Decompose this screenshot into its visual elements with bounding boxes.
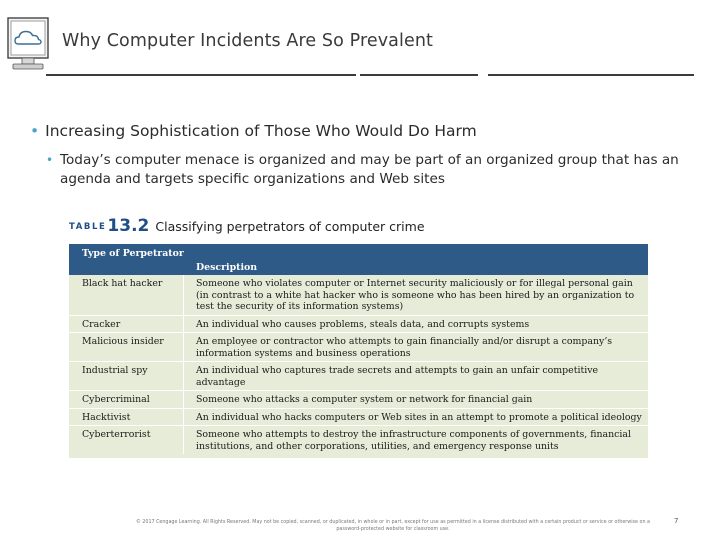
table-caption: Classifying perpetrators of computer crime — [155, 219, 425, 234]
page-number: 7 — [674, 517, 679, 525]
table-header-row — [69, 244, 648, 275]
table-cell-description: Someone who attempts to destroy the infrastructure components of governments, financial institutions, and other corporations, utilities, and emergency response units — [196, 429, 632, 452]
title-divider — [46, 74, 356, 76]
table-row — [69, 333, 648, 362]
bullet-level-2 — [46, 151, 706, 189]
table-row — [69, 426, 648, 458]
bullet-level-2-text: Today’s computer menace is organized and may be part of an organized group that has an agenda and targets specific organizations and Web sites — [60, 152, 679, 187]
cloud-computer-icon — [7, 17, 49, 71]
table-cell-type: Cybercriminal — [69, 391, 184, 408]
copyright-footer: © 2017 Cengage Learning. All Rights Reserved. May not be copied, scanned, or duplicated, in whole or in part, except for use as permitted in a license distributed with a certain product or service or otherwise on a password-protected website for classroom use. — [136, 520, 650, 532]
table-cell-type: Black hat hacker — [69, 275, 184, 315]
table-row — [69, 316, 648, 334]
perpetrators-table — [69, 244, 648, 458]
table-header-description: Description — [196, 262, 258, 273]
bullet-level-1 — [30, 122, 477, 140]
table-cell-type: Hacktivist — [69, 409, 184, 426]
title-divider-segment — [360, 74, 478, 76]
table-row — [69, 275, 648, 316]
bullet-dot-icon: • — [46, 153, 54, 167]
table-row — [69, 409, 648, 427]
table-cell-type: Cyberterrorist — [69, 426, 184, 454]
table-cell-description: Someone who attacks a computer system or network for financial gain — [196, 394, 533, 405]
table-label-word: TABLE — [69, 222, 107, 232]
table-row — [69, 391, 648, 409]
table-heading — [69, 216, 425, 238]
table-header-type: Type of Perpetrator — [82, 248, 184, 259]
table-cell-description: Someone who violates computer or Internet security maliciously or for illegal personal gain (in contrast to a white hat hacker who is someone who has been hired by an organization to test the security of its information systems) — [196, 278, 635, 312]
table-cell-type: Cracker — [69, 316, 184, 333]
table-label-number: 13.2 — [107, 216, 150, 236]
table-cell-description: An individual who causes problems, steals data, and corrupts systems — [196, 318, 530, 330]
table-cell-type: Industrial spy — [69, 362, 184, 390]
table-row — [69, 362, 648, 391]
title-divider-segment-end — [488, 74, 694, 76]
table-cell-type: Malicious insider — [69, 333, 184, 361]
table-cell-description: An employee or contractor who attempts to gain financially and/or disrupt a company’s information systems and business operations — [196, 336, 613, 359]
table-cell-description: An individual who captures trade secrets and attempts to gain an unfair competitive advantage — [196, 365, 599, 388]
bullet-level-1-text: Increasing Sophistication of Those Who Would Do Harm — [45, 122, 477, 140]
table-cell-description: An individual who hacks computers or Web sites in an attempt to promote a political ideology — [196, 411, 642, 423]
slide-title: Why Computer Incidents Are So Prevalent — [62, 31, 433, 51]
bullet-dot-icon: • — [30, 122, 40, 140]
